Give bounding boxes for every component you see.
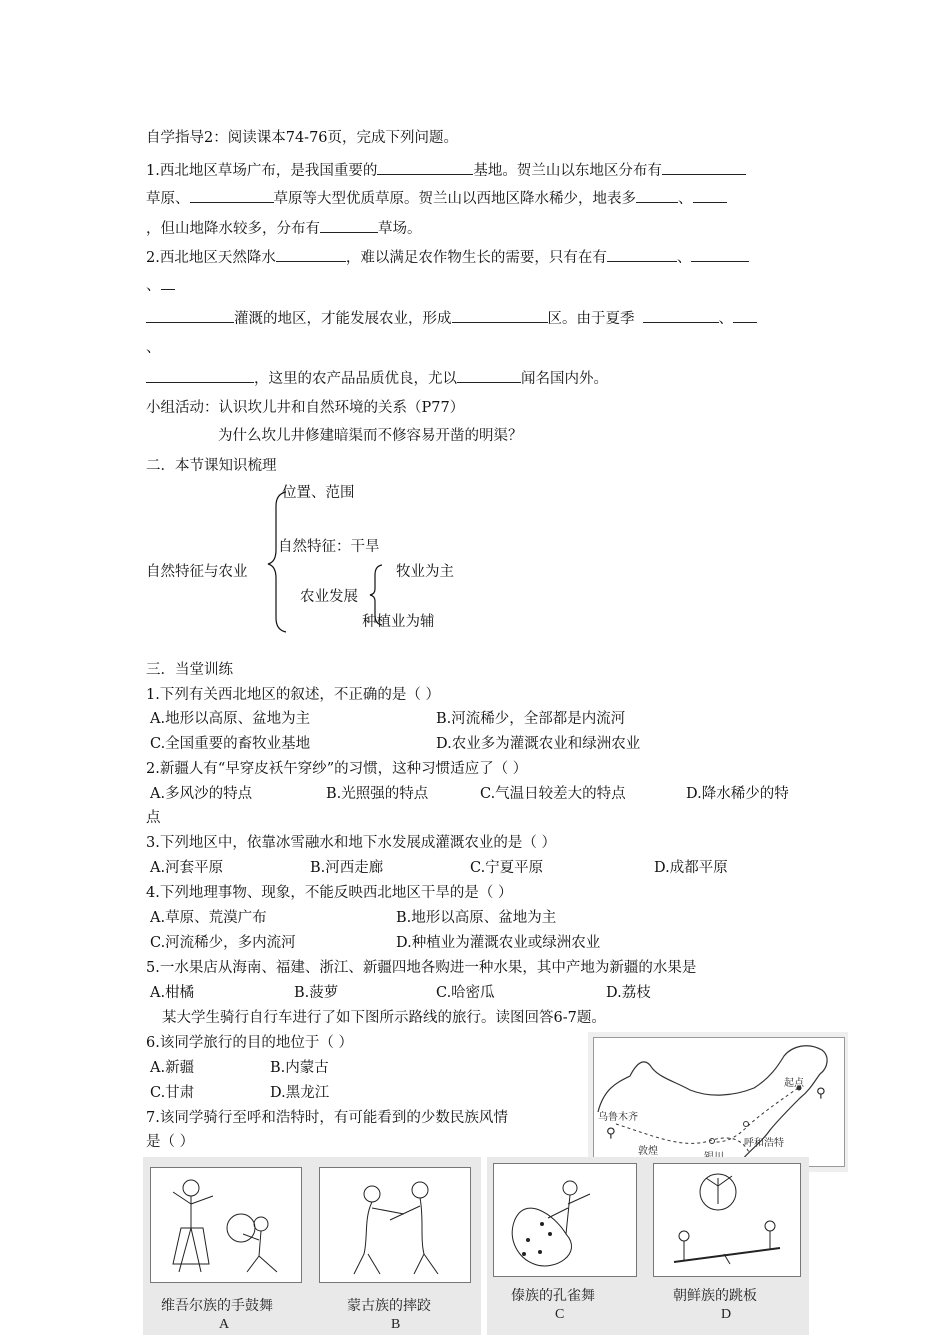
question-7: 7.该同学骑行至呼和浩特时，有可能看到的少数民族风情 [146,1110,508,1126]
q3-option-d[interactable]: D.成都平原 [654,860,728,876]
tree-branch-location: 位置、范围 [282,485,355,501]
activity-title: 小组活动：认识坎儿井和自然环境的关系（P77） [146,400,465,416]
picture-d-caption: 朝鲜族的跳板 [673,1288,757,1304]
q6-option-c[interactable]: C.甘肃 [150,1085,195,1101]
picture-b-image [319,1167,471,1283]
q1-text: 1.西北地区草场广布，是我国重要的 [146,163,378,179]
question-6: 6.该同学旅行的目的地位于（ ） [146,1035,353,1051]
answer-blank[interactable] [643,308,719,323]
answer-blank[interactable] [452,308,548,323]
q5-option-b[interactable]: B.菠萝 [294,985,339,1001]
q1-option-c[interactable]: C.全国重要的畜牧业基地 [150,736,311,752]
tree-root: 自然特征与农业 [146,564,248,580]
q5-option-d[interactable]: D.荔枝 [606,985,651,1001]
practice-heading: 三．当堂训练 [146,662,233,678]
q5-option-c[interactable]: C.哈密瓜 [436,985,495,1001]
picture-c-caption: 傣族的孔雀舞 [511,1288,595,1304]
q4-option-c[interactable]: C.河流稀少，多内流河 [150,935,296,951]
q2-text: 、 [676,250,692,266]
q4-option-b[interactable]: B.地形以高原、盆地为主 [396,910,557,926]
question-2: 2.新疆人有“早穿皮袄午穿纱”的习惯，这种习惯适应了（ ） [146,761,528,777]
intro-6-7: 某大学生骑行自行车进行了如下图所示路线的旅行。读图回答6-7题。 [162,1010,606,1026]
q5-option-a[interactable]: A.柑橘 [150,985,195,1001]
q3-option-c[interactable]: C.宁夏平原 [470,860,544,876]
answer-blank[interactable] [733,308,757,323]
q2-text: 灌溉的地区，才能发展农业，形成 [234,311,452,327]
picture-c-letter[interactable]: C [555,1307,565,1322]
q2-text: 、 [146,340,161,356]
map-label-urumqi: 乌鲁木齐 [598,1112,638,1123]
q2-text: 闻名国内外。 [521,371,608,387]
q1-text: 、 [678,191,693,207]
picture-group-ab [143,1157,481,1335]
q6-option-a[interactable]: A.新疆 [150,1060,195,1076]
q2-line3 [146,308,757,329]
question-1: 1.下列有关西北地区的叙述，不正确的是（ ） [146,687,440,703]
answer-blank[interactable] [190,188,274,203]
q1-line2 [146,188,727,209]
map-label-dunhuang: 敦煌 [638,1146,658,1157]
tree-leaf-pastoral: 牧业为主 [396,564,454,580]
dancer-icon [151,1168,301,1282]
tree-leaf-farming: 种植业为辅 [362,614,435,630]
map-label-start: 起点 [784,1078,804,1089]
picture-b-letter[interactable]: B [391,1317,401,1332]
bicycle-icon: ⚲ [816,1086,826,1101]
q1-text: 草场。 [378,221,422,237]
tree-brace-main [266,490,288,634]
q1-text: 草原等大型优质草原。贺兰山以西地区降水稀少，地表多 [273,191,636,207]
answer-blank[interactable] [146,308,234,323]
answer-blank[interactable] [320,218,378,233]
q2-option-a[interactable]: A.多风沙的特点 [150,786,253,802]
route-map [588,1032,848,1172]
answer-blank[interactable] [662,160,746,175]
answer-blank[interactable] [607,247,677,262]
picture-a-caption: 维吾尔族的手鼓舞 [161,1298,273,1314]
q1-text: 草原、 [146,191,190,207]
q4-option-a[interactable]: A.草原、荒漠广布 [150,910,267,926]
guide2-heading: 自学指导2：阅读课本74-76页，完成下列问题。 [146,130,459,146]
answer-blank[interactable] [693,188,727,203]
peacock-dancer-icon [494,1164,636,1276]
activity-question: 为什么坎儿井修建暗渠而不修容易开凿的明渠？ [218,428,523,444]
q1-text: ，但山地降水较多，分布有 [146,221,320,237]
q6-option-b[interactable]: B.内蒙古 [270,1060,329,1076]
q2-option-c[interactable]: C.气温日较差大的特点 [480,786,626,802]
seesaw-icon [654,1164,800,1276]
summary-heading: 二．本节课知识梳理 [146,458,277,474]
q2-option-b[interactable]: B.光照强的特点 [326,786,429,802]
bicycle-icon: ⚲ [606,1126,616,1141]
q2-option-d[interactable]: D.降水稀少的特 [686,786,789,802]
q2-text: 区。由于夏季 [547,311,635,327]
answer-blank[interactable] [276,247,346,262]
q1-line3 [146,218,422,239]
q1-text: 基地。贺兰山以东地区分布有 [473,163,662,179]
q1-line1 [146,160,746,181]
q3-option-b[interactable]: B.河西走廊 [310,860,384,876]
answer-blank[interactable] [457,368,521,383]
q2-text: ，难以满足农作物生长的需要，只有在有 [345,250,607,266]
tree-branch-agriculture: 农业发展 [300,589,358,605]
q6-option-d[interactable]: D.黑龙江 [270,1085,330,1101]
q2-text: 、 [718,311,733,327]
q2-text: 、 [146,278,161,294]
question-4: 4.下列地理事物、现象，不能反映西北地区干旱的是（ ） [146,885,513,901]
q4-option-d[interactable]: D.种植业为灌溉农业或绿洲农业 [396,935,601,951]
answer-blank[interactable] [161,275,175,290]
map-label-hohhot: 呼和浩特 [744,1138,784,1149]
answer-blank[interactable] [377,160,473,175]
q2-line1 [146,247,749,268]
picture-a-letter[interactable]: A [219,1317,230,1332]
picture-d-image [653,1163,801,1277]
q2-option-d-cont: 点 [146,810,161,826]
picture-b-caption: 蒙古族的摔跤 [347,1298,431,1314]
question-7-cont: 是（ ） [146,1134,195,1150]
q2-line2 [146,275,175,296]
q3-option-a[interactable]: A.河套平原 [150,860,224,876]
q1-option-b[interactable]: B.河流稀少，全部都是内流河 [436,711,626,727]
picture-group-cd [487,1157,809,1335]
china-outline [594,1038,844,1166]
answer-blank[interactable] [691,247,749,262]
picture-a-image [150,1167,302,1283]
wrestler-icon [320,1168,470,1282]
answer-blank[interactable] [636,188,678,203]
q1-option-a[interactable]: A.地形以高原、盆地为主 [150,711,311,727]
tree-branch-natural: 自然特征：干旱 [278,539,380,555]
picture-d-letter[interactable]: D [721,1307,732,1322]
q2-line4 [146,338,161,358]
q2-text: 2.西北地区天然降水 [146,250,276,266]
question-5: 5.一水果店从海南、福建、浙江、新疆四地各购进一种水果，其中产地为新疆的水果是 [146,960,697,976]
answer-blank[interactable] [146,368,254,383]
q2-text: ，这里的农产品品质优良，尤以 [254,371,457,387]
picture-c-image [493,1163,637,1277]
q2-line5 [146,368,608,389]
question-3: 3.下列地区中，依靠冰雪融水和地下水发展成灌溉农业的是（ ） [146,835,556,851]
q1-option-d[interactable]: D.农业多为灌溉农业和绿洲农业 [436,736,641,752]
route-map-frame [593,1037,845,1167]
